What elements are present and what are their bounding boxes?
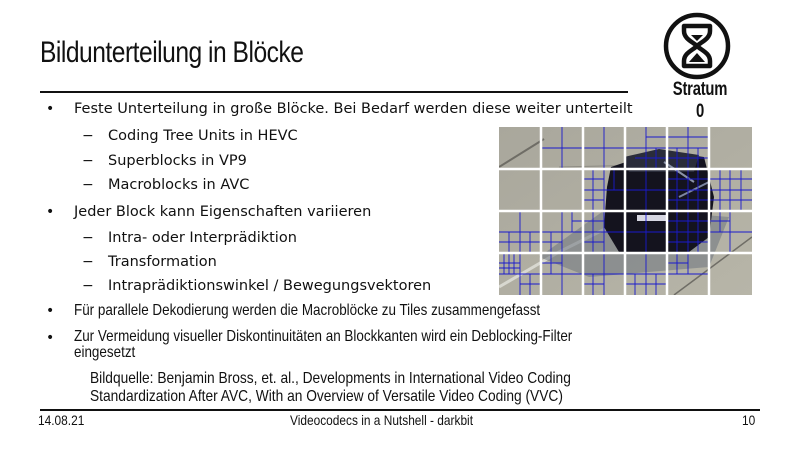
bullet-text: Für parallele Dekodierung werden die Macroblöcke zu Tiles zusammengefasst xyxy=(74,302,541,319)
sub-bullet-text: Transformation xyxy=(108,254,217,270)
sub-bullet-text: Macroblocks in AVC xyxy=(108,177,250,193)
bullet-icon: • xyxy=(46,101,55,117)
bullet-text: Feste Unterteilung in große Blöcke. Bei Bedarf werden diese weiter unterteilt xyxy=(74,101,633,117)
logo-text: Stratum 0 xyxy=(672,79,728,122)
bullet-text-line1: Zur Vermeidung visueller Diskontinuitäten an Blockkanten wird ein Deblocking-Filter xyxy=(74,328,573,345)
dash-icon: − xyxy=(82,278,94,294)
bullet-icon: • xyxy=(46,303,55,319)
sub-bullet-text: Superblocks in VP9 xyxy=(108,153,247,169)
bullet-text-line2: eingesetzt xyxy=(74,344,136,361)
slide-title: Bildunterteilung in Blöcke xyxy=(40,36,304,69)
sub-bullet-text: Intraprädiktionswinkel / Bewegungsvektoren xyxy=(108,278,432,294)
image-source-line2: Standardization After AVC, With an Overview of Versatile Video Coding (VVC) xyxy=(90,388,563,405)
bullet-icon: • xyxy=(46,204,55,220)
dash-icon: − xyxy=(82,177,94,193)
image-source-line1: Bildquelle: Benjamin Bross, et. al., Developments in International Video Coding xyxy=(90,370,571,387)
dash-icon: − xyxy=(82,153,94,169)
bullet-text: Jeder Block kann Eigenschaften variieren xyxy=(74,204,372,220)
footer-date: 14.08.21 xyxy=(38,412,85,428)
sub-bullet-text: Coding Tree Units in HEVC xyxy=(108,128,298,144)
sub-bullet-text: Intra- oder Interprädiktion xyxy=(108,230,297,246)
dash-icon: − xyxy=(82,254,94,270)
bullet-icon: • xyxy=(46,330,55,346)
block-partition-figure xyxy=(499,127,752,295)
dash-icon: − xyxy=(82,230,94,246)
footer-title: Videocodecs in a Nutshell - darkbit xyxy=(290,412,474,428)
dash-icon: − xyxy=(82,128,94,144)
footer-divider xyxy=(40,409,760,411)
page-number: 10 xyxy=(742,412,756,428)
